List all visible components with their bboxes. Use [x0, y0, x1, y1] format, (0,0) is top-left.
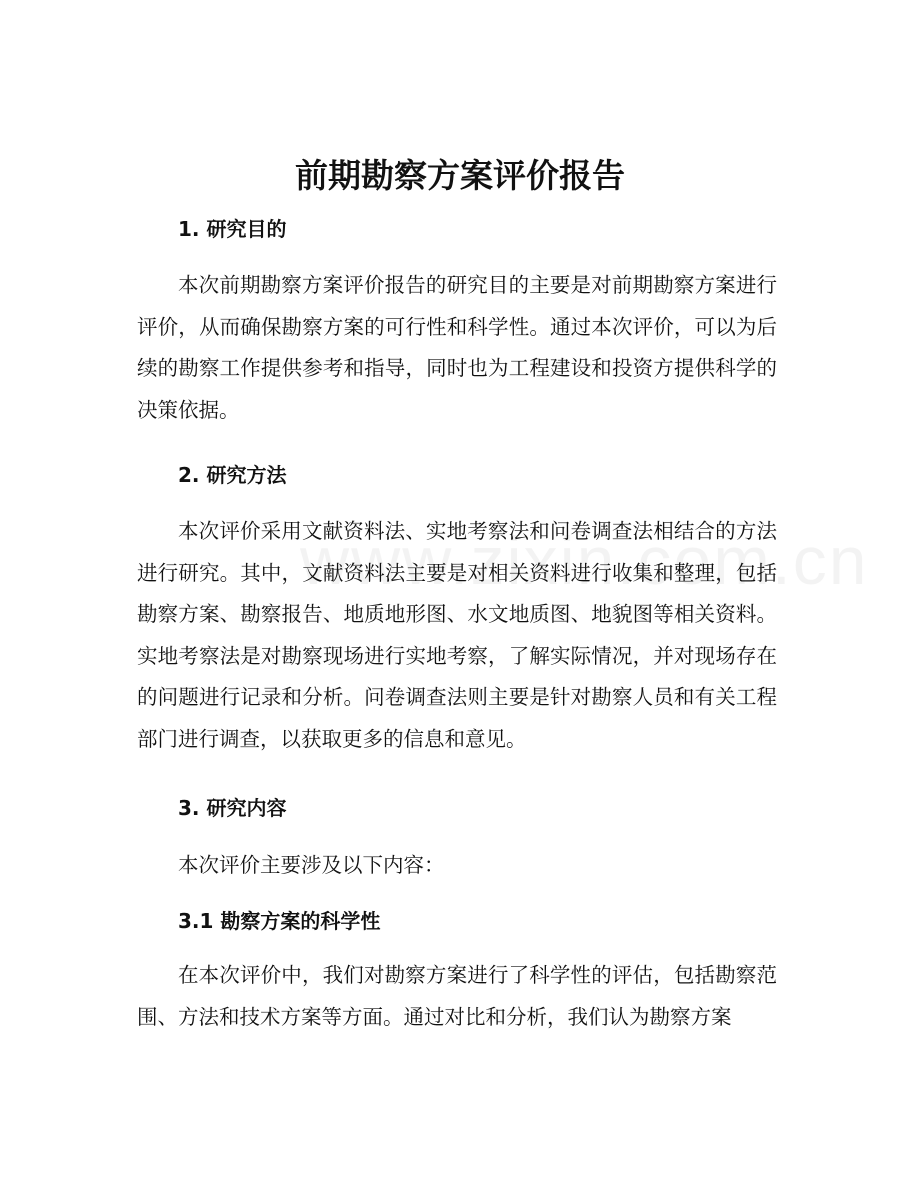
- section-paragraph-3-1: 在本次评价中，我们对勘察方案进行了科学性的评估，包括勘察范围、方法和技术方案等方面。通过对比和分析，我们认为勘察方案: [137, 963, 777, 1029]
- section-heading-3-1: 3.1 勘察方案的科学性: [178, 909, 381, 933]
- section-paragraph-1: 本次前期勘察方案评价报告的研究目的主要是对前期勘察方案进行评价，从而确保勘察方案的可行性和科学性。通过本次评价，可以为后续的勘察工作提供参考和指导，同时也为工程建设和投资方提供科学的决策依据。: [137, 273, 777, 422]
- section-paragraph-2: 本次评价采用文献资料法、实地考察法和问卷调查法相结合的方法进行研究。其中，文献资料法主要是对相关资料进行收集和整理，包括勘察方案、勘察报告、地质地形图、水文地质图、地貌图等相关资料。实地考察法是对勘察现场进行实地考察，了解实际情况，并对现场存在的问题进行记录和分析。问卷调查法则主要是针对勘察人员和有关工程部门进行调查，以获取更多的信息和意见。: [137, 519, 777, 751]
- section-paragraph-3: 本次评价主要涉及以下内容：: [178, 853, 445, 877]
- section-heading-2: 2. 研究方法: [178, 463, 287, 487]
- section-heading-3: 3. 研究内容: [178, 796, 287, 820]
- document-title: 前期勘察方案评价报告: [295, 156, 625, 195]
- section-heading-1: 1. 研究目的: [178, 217, 287, 241]
